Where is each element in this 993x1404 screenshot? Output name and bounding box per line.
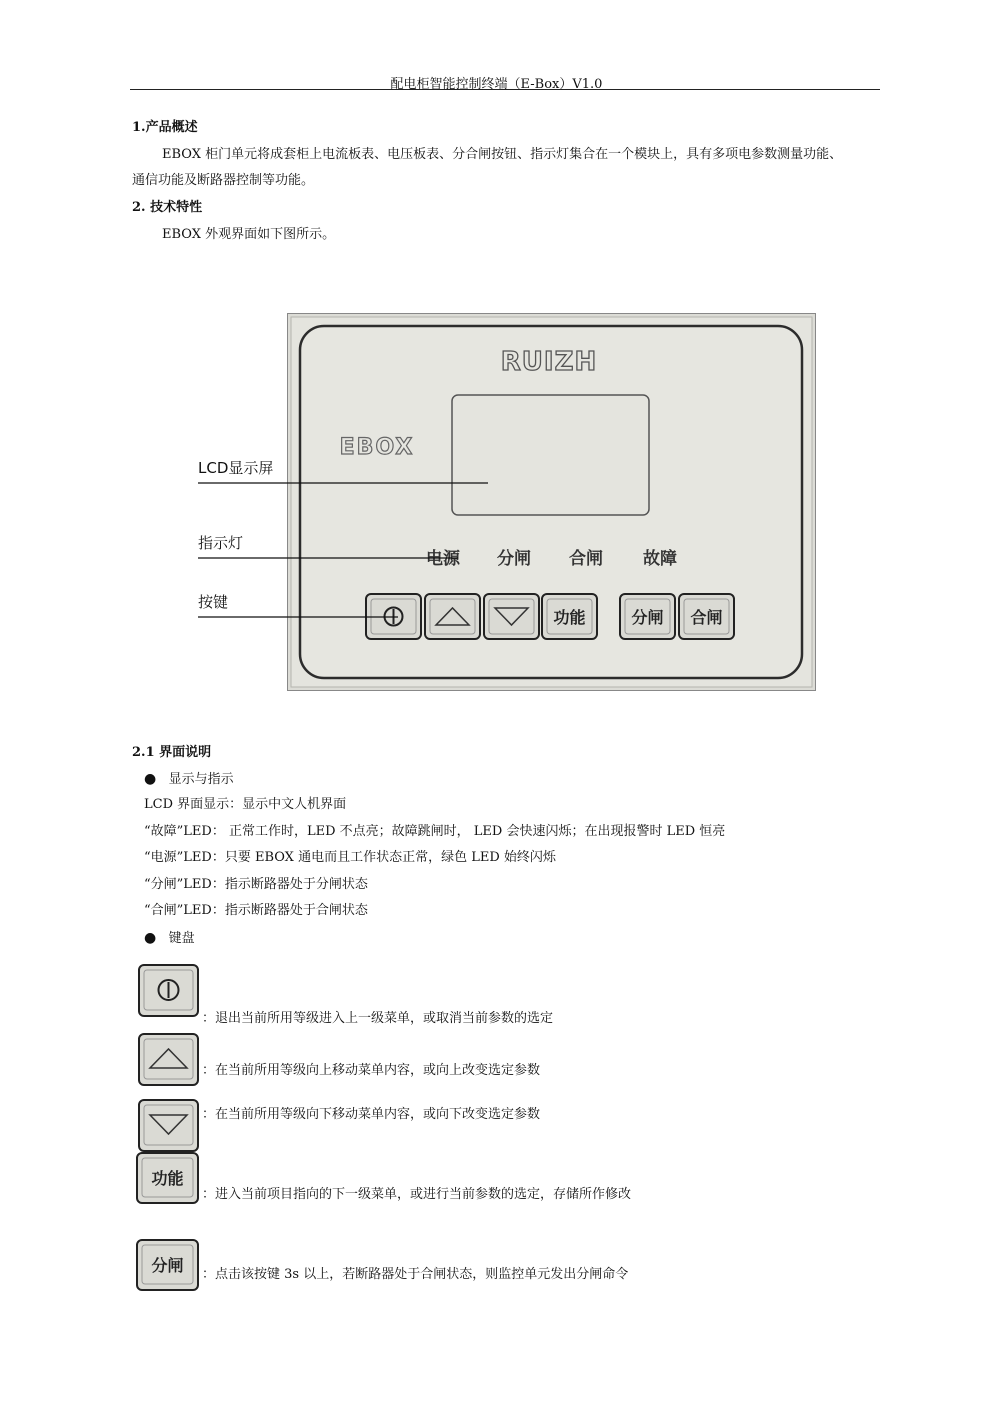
indicator-power-label: 电源	[426, 549, 460, 569]
open-key-icon	[136, 1239, 199, 1291]
brand-logo: RUIZH	[500, 347, 598, 377]
indicator-open-label: 分闸	[497, 549, 531, 569]
bullet-dot-icon: ●	[144, 930, 157, 946]
indicator-close-label: 合闸	[569, 549, 603, 569]
svg-text:分闸: 分闸	[631, 608, 664, 627]
svg-text:合闸: 合闸	[690, 608, 723, 627]
header-title: 配电柜智能控制终端（E-Box）V1.0	[390, 77, 603, 92]
function-key-desc: ：进入当前项目指向的下一级菜单，或进行当前参数的选定，存储所作修改	[202, 1187, 632, 1202]
line-fault-led: “故障”LED： 正常工作时，LED 不点亮；故障跳闸时， LED 会快速闪烁；在出现报警时 LED 恒亮	[144, 824, 726, 839]
callout-indicator: 指示灯	[198, 534, 244, 552]
section-1-para-line2: 通信功能及断路器控制等功能。	[132, 173, 315, 188]
down-key-icon	[138, 1099, 199, 1152]
section-2-para: EBOX 外观界面如下图所示。	[162, 227, 336, 242]
bullet-keyboard: ● 键盘	[144, 930, 195, 946]
open-key-desc: ：点击该按键 3s 以上，若断路器处于合闸状态，则监控单元发出分闸命令	[202, 1267, 629, 1282]
callout-keys: 按键	[198, 593, 229, 611]
section-2-1-heading: 2.1 界面说明	[132, 745, 212, 760]
section-2-heading: 2. 技术特性	[132, 200, 203, 215]
bullet-display: ● 显示与指示	[144, 771, 234, 787]
line-lcd: LCD 界面显示：显示中文人机界面	[144, 797, 347, 812]
section-1-heading: 1.产品概述	[132, 120, 198, 135]
up-key-icon	[138, 1033, 199, 1086]
ebox-logo: EBOX	[339, 435, 415, 460]
bullet-dot-icon: ●	[144, 771, 157, 787]
svg-text:功能: 功能	[151, 1169, 184, 1188]
svg-text:分闸: 分闸	[151, 1256, 184, 1275]
indicator-fault-label: 故障	[643, 549, 677, 569]
line-open-led: “分闸”LED：指示断路器处于分闸状态	[144, 877, 368, 892]
down-key-desc: ：在当前所用等级向下移动菜单内容，或向下改变选定参数	[202, 1107, 541, 1122]
power-key-desc: ：退出当前所用等级进入上一级菜单，或取消当前参数的选定	[202, 1011, 554, 1026]
power-key-icon	[138, 964, 199, 1017]
function-key-icon	[136, 1152, 199, 1204]
line-power-led: “电源”LED：只要 EBOX 通电而且工作状态正常，绿色 LED 始终闪烁	[144, 850, 556, 865]
svg-text:功能: 功能	[553, 608, 586, 627]
up-key-desc: ：在当前所用等级向上移动菜单内容，或向上改变选定参数	[202, 1063, 541, 1078]
line-close-led: “合闸”LED：指示断路器处于合闸状态	[144, 903, 368, 918]
callout-lcd: LCD显示屏	[198, 459, 274, 477]
section-1-para-line1: EBOX 柜门单元将成套柜上电流板表、电压板表、分合闸按钮、指示灯集合在一个模块上，具有多项电参数测量功能、	[162, 147, 843, 162]
